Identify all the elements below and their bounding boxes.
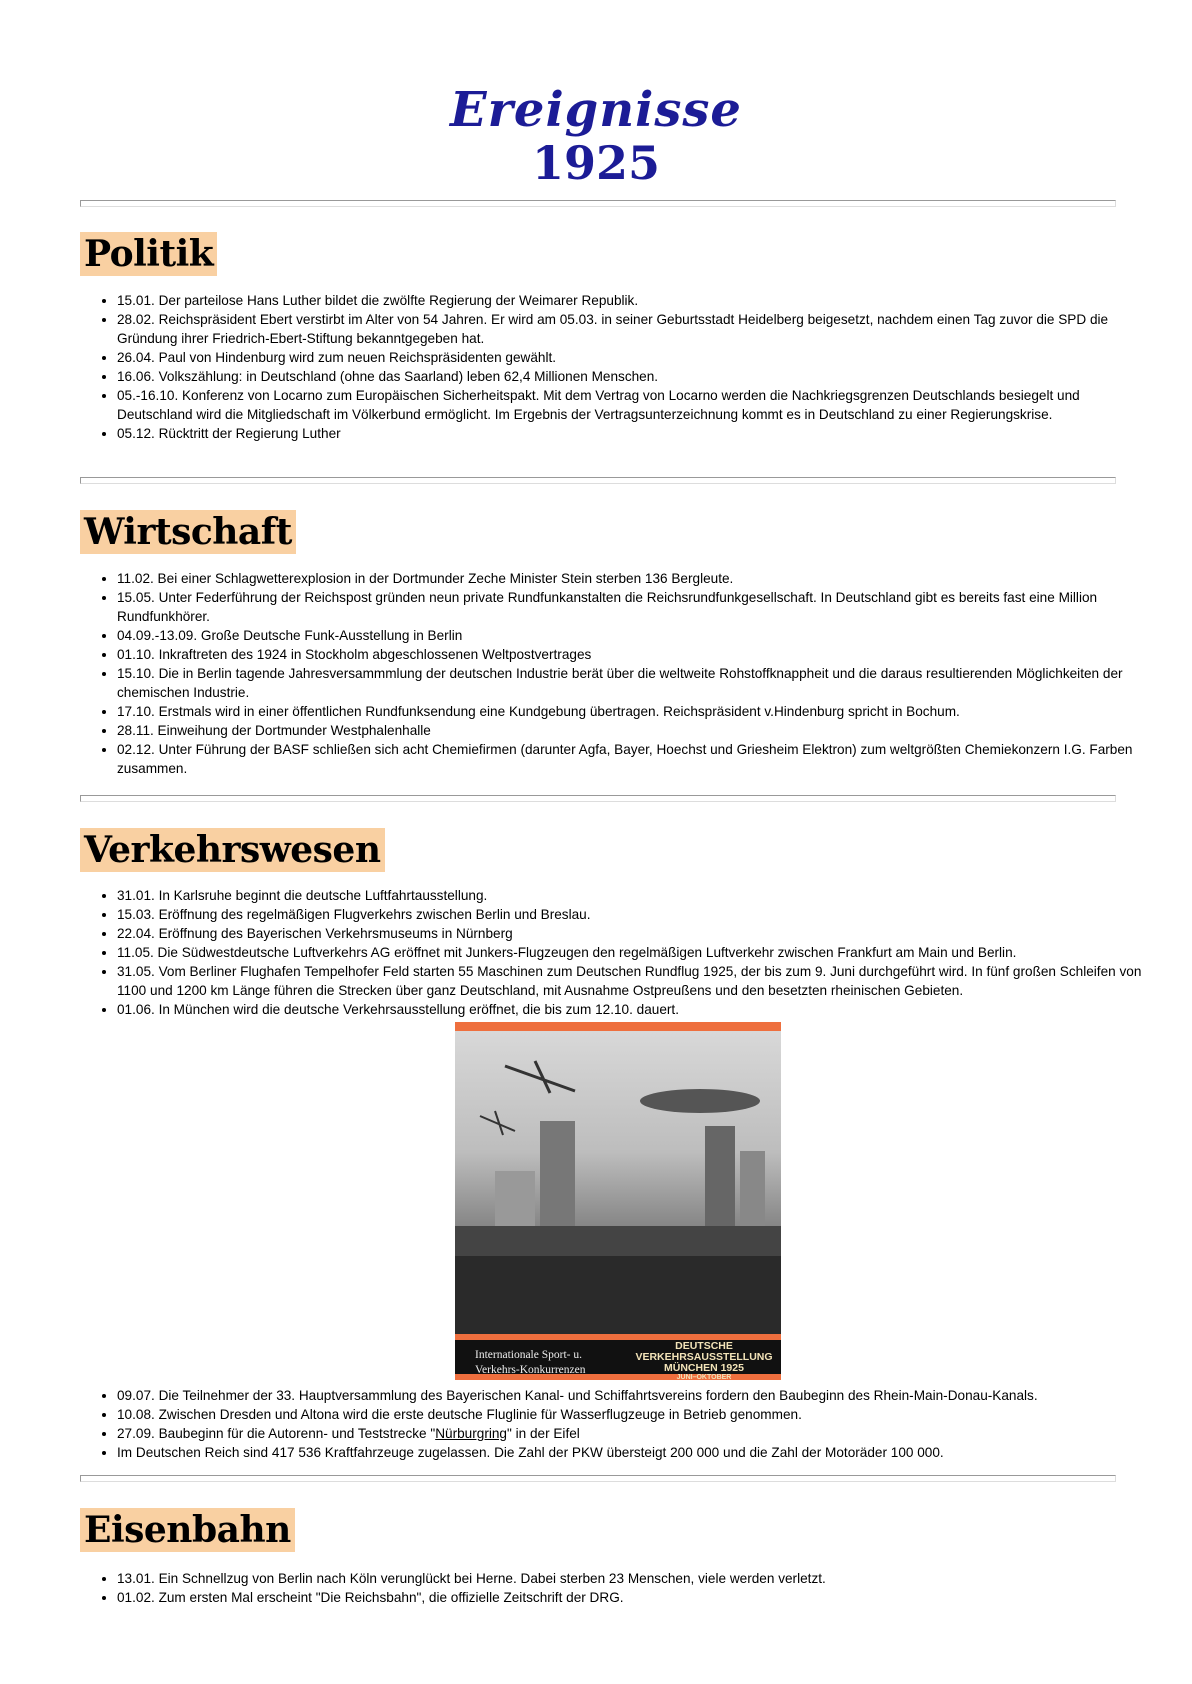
list-item: • 16.06. Volkszählung: in Deutschland (ohne das Saarland) leben 62,4 Millionen Menschen.: [117, 367, 1157, 386]
list-item: • 02.12. Unter Führung der BASF schließen sich acht Chemiefirmen (darunter Agfa, Bayer, Hoechst und Griesheim Elektron) zum weltgrößten Chemiekonzern I.G. Farben zusammen.: [117, 740, 1157, 778]
poster-caption-band: [455, 1340, 781, 1381]
list-item: • Im Deutschen Reich sind 417 536 Kraftfahrzeuge zugelassen. Die Zahl der PKW übersteigt 200 000 und die Zahl der Motoräder 100 000.: [117, 1443, 1157, 1462]
poster-text: MÜNCHEN 1925: [664, 1362, 744, 1374]
list-item-text: " in der Eifel: [506, 1426, 580, 1441]
heading-wirtschaft: Wirtschaft: [80, 510, 296, 554]
exhibition-poster-image: [455, 1022, 781, 1380]
list-item: • 22.04. Eröffnung des Bayerischen Verkehrsmuseums in Nürnberg: [117, 924, 1157, 943]
page-title: Ereignisse: [450, 82, 742, 138]
list-item: • 11.05. Die Südwestdeutsche Luftverkehrs AG eröffnet mit Junkers-Flugzeugen den regelmäßigen Luftverkehr zwischen Frankfurt am Main und Berlin.: [117, 943, 1157, 962]
list-item: • 15.01. Der parteilose Hans Luther bildet die zwölfte Regierung der Weimarer Republik.: [117, 291, 1157, 310]
list-item: • 31.05. Vom Berliner Flughafen Tempelhofer Feld starten 55 Maschinen zum Deutschen Rundflug 1925, der bis zum 9. Juni durchgeführt wird. In fünf großen Schleifen von 1100 und 1200 km Länge führen die Strecken über ganz Deutschland, mit Ausnahme Ostpreußens und den besetzten rheinischen Gebieten.: [117, 962, 1157, 1000]
poster-text: VERKEHRSAUSSTELLUNG: [635, 1351, 773, 1363]
divider: [80, 200, 1116, 207]
list-item: • 01.10. Inkraftreten des 1924 in Stockholm abgeschlossenen Weltpostvertrages: [117, 645, 1157, 664]
divider: [80, 477, 1116, 484]
poster-text: DEUTSCHE: [675, 1340, 733, 1352]
list-eisenbahn: [80, 1569, 1157, 1607]
poster-text: JUNI–OKTOBER: [676, 1374, 732, 1381]
list-item: • 09.07. Die Teilnehmer der 33. Hauptversammlung des Bayerischen Kanal- und Schiffahrtsvereins fordern den Baubeginn des Rhein-Main-Donau-Kanals.: [117, 1386, 1157, 1405]
list-item: • 31.01. In Karlsruhe beginnt die deutsche Luftfahrtausstellung.: [117, 886, 1157, 905]
list-item: [117, 1424, 1157, 1443]
heading-eisenbahn: Eisenbahn: [80, 1508, 295, 1552]
list-item-text: 27.09. Baubeginn für die Autorenn- und Teststrecke ": [117, 1426, 436, 1441]
heading-politik: Politik: [80, 232, 217, 276]
list-item: • 26.04. Paul von Hindenburg wird zum neuen Reichspräsidenten gewählt.: [117, 348, 1157, 367]
city-airship-illustration: [455, 1031, 781, 1334]
list-item: • 11.02. Bei einer Schlagwetterexplosion in der Dortmunder Zeche Minister Stein sterben 136 Bergleute.: [117, 569, 1157, 588]
list-item: • 15.05. Unter Federführung der Reichspost gründen neun private Rundfunkanstalten die Reichsrundfunkgesellschaft. In Deutschland gibt es bereits fast eine Million Rundfunkhörer.: [117, 588, 1157, 626]
list-item: • 13.01. Ein Schnellzug von Berlin nach Köln verunglückt bei Herne. Dabei sterben 23 Menschen, viele werden verletzt.: [117, 1569, 1157, 1588]
divider: [80, 795, 1116, 802]
poster-text: Internationale Sport- u.: [475, 1349, 582, 1361]
poster-text: Verkehrs-Konkurrenzen: [475, 1364, 586, 1376]
list-verkehrswesen-continued: [80, 1386, 1157, 1462]
list-item: • 01.02. Zum ersten Mal erscheint "Die Reichsbahn", die offizielle Zeitschrift der DRG.: [117, 1588, 1157, 1607]
list-item: • 04.09.-13.09. Große Deutsche Funk-Ausstellung in Berlin: [117, 626, 1157, 645]
divider: [80, 1475, 1116, 1482]
list-item: • 28.11. Einweihung der Dortmunder Westphalenhalle: [117, 721, 1157, 740]
list-item: • 15.03. Eröffnung des regelmäßigen Flugverkehrs zwischen Berlin und Breslau.: [117, 905, 1157, 924]
list-politik: [80, 291, 1157, 443]
list-item: • 05.12. Rücktritt der Regierung Luther: [117, 424, 1157, 443]
list-wirtschaft: [80, 569, 1157, 778]
page-title-year: 1925: [531, 136, 661, 190]
list-item: • 15.10. Die in Berlin tagende Jahresversammmlung der deutschen Industrie berät über die weltweite Rohstoffknappheit und die daraus resultierenden Möglichkeiten der chemischen Industrie.: [117, 664, 1157, 702]
list-item: • 01.06. In München wird die deutsche Verkehrsausstellung eröffnet, die bis zum 12.10. dauert.: [117, 1000, 1157, 1019]
nuerburgring-link[interactable]: Nürburgring: [435, 1426, 507, 1441]
list-item: • 10.08. Zwischen Dresden und Altona wird die erste deutsche Fluglinie für Wasserflugzeuge in Betrieb genommen.: [117, 1405, 1157, 1424]
list-item: • 05.-16.10. Konferenz von Locarno zum Europäischen Sicherheitspakt. Mit dem Vertrag von Locarno werden die Nachkriegsgrenzen Deutschlands besiegelt und Deutschland wird die Mitgliedschaft im Völkerbund ermöglicht. Im Ergebnis der Vertragsunterzeichnung kommt es in Deutschland zu einer Regierungskrise.: [117, 386, 1157, 424]
list-verkehrswesen: [80, 886, 1157, 1019]
heading-verkehrswesen: Verkehrswesen: [80, 828, 385, 872]
list-item: • 17.10. Erstmals wird in einer öffentlichen Rundfunksendung eine Kundgebung übertragen. Reichspräsident v.Hindenburg spricht in Bochum.: [117, 702, 1157, 721]
poster-illustration: [455, 1031, 781, 1334]
list-item: • 28.02. Reichspräsident Ebert verstirbt im Alter von 54 Jahren. Er wird am 05.03. in seiner Geburtsstadt Heidelberg beigesetzt, nachdem einen Tag zuvor die SPD die Gründung ihrer Friedrich-Ebert-Stiftung bekanntgegeben hat.: [117, 310, 1157, 348]
